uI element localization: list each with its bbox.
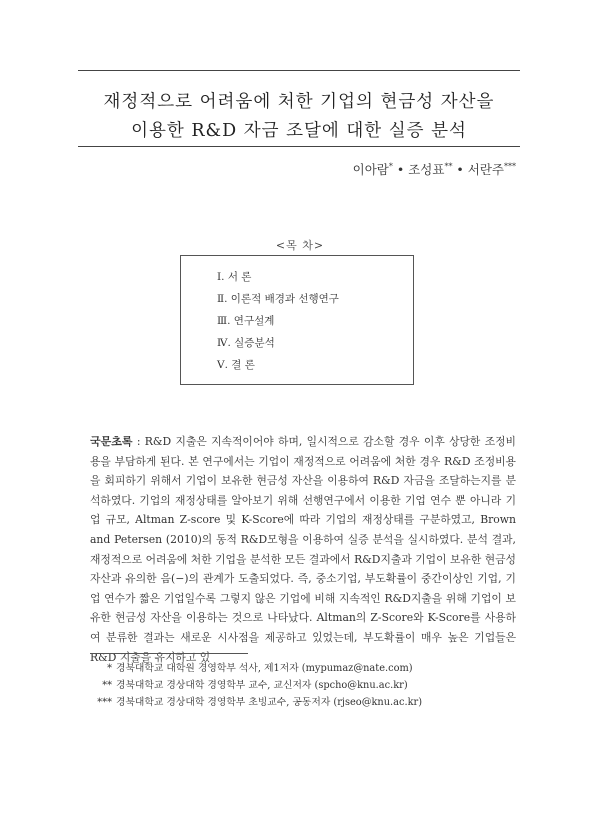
title-line-1: 재정적으로 어려움에 처한 기업의 현금성 자산을 (103, 92, 495, 112)
author-separator: • (452, 162, 468, 177)
author-mark: *** (504, 161, 516, 171)
footnote-text: 경북대학교 경상대학 경영학부 초빙교수, 공동저자 (rjseo@knu.ac.kr) (116, 697, 423, 708)
toc-item: Ⅲ. 연구설계 (217, 315, 275, 327)
footnote-mark: ** (102, 680, 112, 691)
author-mark: * (388, 161, 393, 171)
footnote-mark: *** (97, 697, 112, 708)
toc-list (217, 266, 339, 376)
footnote (90, 677, 520, 694)
footnote-text: 경북대학교 대학원 경영학부 석사, 제1저자 (mypumaz@nate.com) (116, 663, 413, 674)
title-top-rule (78, 70, 520, 71)
korean-abstract (90, 432, 516, 667)
footnote (90, 660, 520, 677)
toc-item: Ⅱ. 이론적 배경과 선행연구 (217, 293, 339, 305)
abstract-label: 국문초록 (90, 435, 133, 448)
footnote-text: 경북대학교 경상대학 경영학부 교수, 교신저자 (spcho@knu.ac.kr) (116, 680, 408, 691)
footnote-mark: * (107, 663, 112, 674)
author-mark: ** (444, 161, 453, 171)
author-separator: • (392, 162, 409, 177)
author-name: 조성표 (408, 162, 445, 177)
author-list (353, 160, 516, 178)
toc-item: Ⅳ. 실증분석 (217, 337, 275, 349)
author-name: 이아람 (352, 162, 389, 177)
footnotes (90, 660, 520, 711)
table-of-contents (180, 255, 414, 385)
toc-item: Ⅴ. 결 론 (217, 359, 255, 371)
toc-heading: <목 차> (275, 239, 325, 252)
footnote (90, 694, 520, 711)
toc-item: Ⅰ. 서 론 (217, 271, 252, 283)
author-name: 서란주 (467, 162, 504, 177)
title-line-2: 이용한 R&D 자금 조달에 대한 실증 분석 (131, 121, 467, 141)
title-bottom-rule (78, 146, 520, 147)
footnote-rule (90, 653, 248, 654)
abstract-text: R&D 지출은 지속적이어야 하며, 일시적으로 감소할 경우 이후 상당한 조정비용을 부담하게 된다. 본 연구에서는 기업이 재정적으로 어려움에 처한 경우 R&D 조정비용을 회피하기 위해서 기업이 보유한 현금성 자산을 이용하여 R&D 자금을 조달하는지를 분석하였다. 기업의 재정상태를 알아보기 위해 선행연구에서 이용한 기업 연수 뿐 아니라 기업 규모, Altman Z-score 및 K-Score에 따라 기업의 재정상태를 구분하였고, Brown and Petersen (2010)의 동적 R&D모형을 이용하여 실증 분석을 실시하였다. 분석 결과, 재정적으로 어려움에 처한 기업을 분석한 모든 결과에서 R&D지출과 기업이 보유한 현금성 자산과 유의한 음(−)의 관계가 도출되었다. 즉, 중소기업, 부도확률이 중간이상인 기업, 기업 연수가 짧은 기업일수록 그렇지 않은 기업에 비해 지속적인 R&D지출을 위해 기업이 보유한 현금성 자산을 이용하는 것으로 나타났다. Altman의 Z-Score와 K-Score를 사용하여 분류한 결과는 새로운 시사점을 제공하고 있었는데, 부도확률이 매우 높은 기업들은 R&D 지출을 유지하고 있 (90, 435, 516, 664)
paper-title (78, 88, 520, 146)
abstract-label-colon: : (132, 435, 145, 448)
